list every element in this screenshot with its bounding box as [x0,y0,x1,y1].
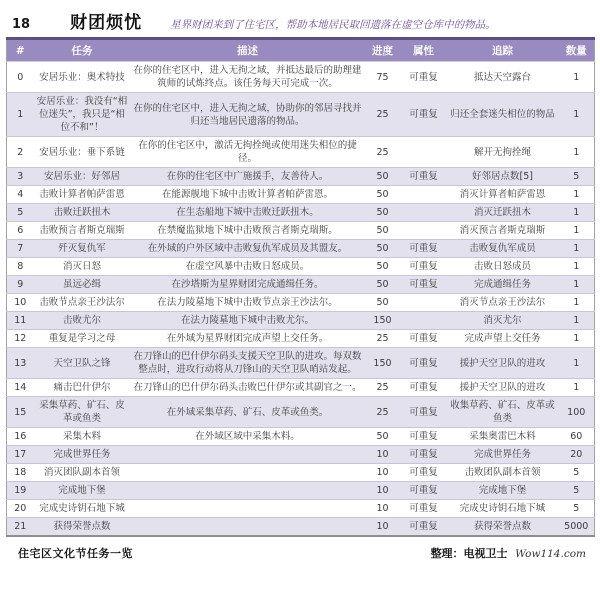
page-subtitle: 星界财团来到了住宅区，帮助本地居民取回遗落在虚空仓库中的物品。 [170,19,496,31]
cell-description: 在生态船地下城中击败迁跃扭木。 [131,204,365,222]
cell-attribute: 可重复 [401,348,447,379]
cell-task: 击败预言者斯克瑞斯 [34,222,131,240]
cell-index: 10 [7,294,34,312]
table-row [7,137,595,168]
cell-attribute: 可重复 [401,397,447,428]
col-header-task: 任务 [34,39,131,62]
cell-count: 20 [559,446,595,464]
cell-attribute [401,222,447,240]
cell-task: 完成地下堡 [34,482,131,500]
cell-progress: 50 [365,428,401,446]
cell-task: 安居乐业：奥术特技 [34,62,131,93]
cell-description: 在你的住宅区中广施援手，友善待人。 [131,168,365,186]
page-title: 财团烦忧 [70,13,143,33]
cell-task: 击败节点亲王沙法尔 [34,294,131,312]
cell-progress: 50 [365,204,401,222]
col-header-attribute: 属性 [401,39,447,62]
quest-table-body [7,62,595,537]
col-header-index: # [7,39,34,62]
cell-track: 获得荣誉点数 [447,518,559,537]
col-header-description: 描述 [131,39,365,62]
cell-description: 在你的住宅区中，激活无拘拴绳或使用迷失相位的捷径。 [131,137,365,168]
cell-track: 抵达天空露台 [447,62,559,93]
cell-description: 在法力陵墓地下城中击败尤尔。 [131,312,365,330]
table-row [7,500,595,518]
cell-description: 在你的住宅区中，进入无拘之域，协助你的邻居寻找并归还当地居民遗落的物品。 [131,93,365,137]
cell-count: 5 [559,482,595,500]
cell-task: 消灭日怒 [34,258,131,276]
quest-table-header [7,39,595,62]
cell-count: 1 [559,330,595,348]
cell-count: 1 [559,186,595,204]
cell-count: 1 [559,93,595,137]
cell-attribute: 可重复 [401,330,447,348]
table-row [7,222,595,240]
footer-caption: 住宅区文化节任务一览 [18,547,133,560]
cell-progress: 50 [365,258,401,276]
col-header-track: 追踪 [447,39,559,62]
credit-text: 整理：电视卫士 [430,547,508,560]
cell-progress: 10 [365,482,401,500]
cell-task: 安居乐业：我没有“相位迷失”，我只是“相位不和”！ [34,93,131,137]
cell-task: 击败迁跃扭木 [34,204,131,222]
cell-count: 1 [559,379,595,397]
cell-progress: 10 [365,518,401,537]
cell-track: 消灭迁跃扭木 [447,204,559,222]
cell-track: 援护天空卫队的进攻 [447,348,559,379]
table-row [7,379,595,397]
cell-progress: 10 [365,446,401,464]
cell-count: 1 [559,137,595,168]
table-row [7,204,595,222]
quest-table [6,37,595,537]
cell-count: 1 [559,204,595,222]
cell-description: 在你的住宅区中，进入无拘之域，并抵达最后的助理建筑师的试炼终点。该任务每天可完成一次。 [131,62,365,93]
cell-task: 完成史诗钥石地下城 [34,500,131,518]
cell-attribute [401,137,447,168]
table-row [7,93,595,137]
cell-track: 完成声望上交任务 [447,330,559,348]
cell-description [131,446,365,464]
cell-count: 1 [559,258,595,276]
table-row [7,312,595,330]
cell-progress: 25 [365,397,401,428]
cell-task: 采集草药、矿石、皮革或鱼类 [34,397,131,428]
cell-attribute: 可重复 [401,518,447,537]
cell-index: 3 [7,168,34,186]
cell-attribute [401,204,447,222]
cell-task: 获得荣誉点数 [34,518,131,537]
cell-progress: 50 [365,186,401,204]
cell-description [131,500,365,518]
cell-index: 7 [7,240,34,258]
cell-index: 12 [7,330,34,348]
cell-count: 5000 [559,518,595,537]
cell-count: 1 [559,312,595,330]
table-row [7,348,595,379]
cell-track: 采集奥雷巴木料 [447,428,559,446]
cell-track: 援护天空卫队的进攻 [447,379,559,397]
cell-attribute: 可重复 [401,62,447,93]
cell-track: 完成史诗钥石地下城 [447,500,559,518]
cell-description: 在外域区域中采集木料。 [131,428,365,446]
cell-progress: 50 [365,294,401,312]
titlebar [0,0,600,37]
cell-track: 消灭计算者帕萨雷恩 [447,186,559,204]
cell-index: 4 [7,186,34,204]
cell-attribute [401,312,447,330]
table-row [7,518,595,537]
cell-task: 安居乐业：好邻居 [34,168,131,186]
cell-description: 在能源舰地下城中击败计算者帕萨雷恩。 [131,186,365,204]
cell-task: 完成世界任务 [34,446,131,464]
cell-description: 在刀锋山的巴什伊尔码头支援天空卫队的进攻。每双数整点时，进攻行动将从刀锋山的天空卫队哨站发起。 [131,348,365,379]
cell-attribute: 可重复 [401,428,447,446]
cell-track: 击败复仇军成员 [447,240,559,258]
cell-description: 在外域采集草药、矿石、皮革或鱼类。 [131,397,365,428]
cell-track: 完成通缉任务 [447,276,559,294]
cell-task: 击败尤尔 [34,312,131,330]
cell-count: 1 [559,240,595,258]
cell-index: 17 [7,446,34,464]
cell-task: 安居乐业：垂下系链 [34,137,131,168]
cell-description: 在法力陵墓地下城中击败节点亲王沙法尔。 [131,294,365,312]
cell-task: 采集木料 [34,428,131,446]
cell-task: 痛击巴什伊尔 [34,379,131,397]
cell-description: 在禁魔监狱地下城中击败预言者斯克瑞斯。 [131,222,365,240]
table-row [7,330,595,348]
header-row [7,39,595,62]
cell-task: 天空卫队之锋 [34,348,131,379]
table-row [7,240,595,258]
cell-description [131,464,365,482]
col-header-count: 数量 [559,39,595,62]
table-row [7,168,595,186]
cell-attribute [401,294,447,312]
cell-track: 完成地下堡 [447,482,559,500]
cell-progress: 150 [365,348,401,379]
cell-count: 5 [559,500,595,518]
cell-attribute: 可重复 [401,464,447,482]
table-row [7,62,595,93]
cell-attribute: 可重复 [401,93,447,137]
cell-index: 18 [7,464,34,482]
cell-attribute: 可重复 [401,168,447,186]
cell-index: 19 [7,482,34,500]
table-row [7,294,595,312]
cell-track: 解开无拘拴绳 [447,137,559,168]
cell-attribute [401,186,447,204]
table-row [7,276,595,294]
footer [0,537,600,561]
cell-progress: 10 [365,500,401,518]
table-row [7,464,595,482]
cell-index: 20 [7,500,34,518]
cell-task: 消灭团队副本首领 [34,464,131,482]
cell-count: 5 [559,168,595,186]
table-row [7,428,595,446]
cell-track: 消灭尤尔 [447,312,559,330]
cell-index: 1 [7,93,34,137]
cell-count: 1 [559,276,595,294]
table-row [7,397,595,428]
cell-progress: 25 [365,379,401,397]
cell-progress: 10 [365,464,401,482]
cell-index: 0 [7,62,34,93]
cell-track: 击败团队副本首领 [447,464,559,482]
cell-progress: 50 [365,276,401,294]
cell-count: 5 [559,464,595,482]
cell-progress: 25 [365,330,401,348]
cell-count: 1 [559,62,595,93]
cell-attribute: 可重复 [401,240,447,258]
cell-index: 5 [7,204,34,222]
cell-count: 1 [559,222,595,240]
cell-description [131,518,365,537]
cell-index: 21 [7,518,34,537]
cell-count: 1 [559,348,595,379]
table-row [7,258,595,276]
cell-index: 13 [7,348,34,379]
cell-attribute: 可重复 [401,276,447,294]
footer-credits [431,545,586,561]
cell-task: 虽远必缉 [34,276,131,294]
cell-progress: 25 [365,93,401,137]
cell-track: 收集草药、矿石、皮革或鱼类 [447,397,559,428]
cell-index: 15 [7,397,34,428]
site-name: Wow114.com [515,548,586,560]
table-row [7,186,595,204]
cell-track: 好邻居点数[5] [447,168,559,186]
cell-index: 6 [7,222,34,240]
cell-index: 2 [7,137,34,168]
cell-index: 8 [7,258,34,276]
cell-count: 1 [559,294,595,312]
cell-index: 9 [7,276,34,294]
cell-track: 完成世界任务 [447,446,559,464]
cell-index: 11 [7,312,34,330]
cell-progress: 50 [365,240,401,258]
cell-index: 14 [7,379,34,397]
cell-attribute: 可重复 [401,500,447,518]
cell-count: 60 [559,428,595,446]
cell-attribute: 可重复 [401,379,447,397]
cell-count: 100 [559,397,595,428]
cell-track: 消灭节点亲王沙法尔 [447,294,559,312]
page-number: 18 [12,17,31,32]
cell-description: 在沙塔斯为星界财团完成通缉任务。 [131,276,365,294]
cell-task: 击败计算者帕萨雷恩 [34,186,131,204]
cell-progress: 50 [365,222,401,240]
cell-index: 16 [7,428,34,446]
col-header-progress: 进度 [365,39,401,62]
table-row [7,446,595,464]
cell-task: 歼灭复仇军 [34,240,131,258]
cell-track: 消灭预言者斯克瑞斯 [447,222,559,240]
cell-description [131,482,365,500]
table-row [7,482,595,500]
cell-description: 在虚空风暴中击败日怒成员。 [131,258,365,276]
cell-progress: 50 [365,168,401,186]
cell-description: 在外域的户外区域中击败复仇军成员及其盟友。 [131,240,365,258]
cell-track: 击败日怒成员 [447,258,559,276]
cell-track: 归还全套迷失相位的物品 [447,93,559,137]
cell-attribute: 可重复 [401,446,447,464]
cell-progress: 75 [365,62,401,93]
cell-attribute: 可重复 [401,258,447,276]
cell-progress: 25 [365,137,401,168]
cell-description: 在外域为星界财团完成声望上交任务。 [131,330,365,348]
cell-attribute: 可重复 [401,482,447,500]
cell-description: 在刀锋山的巴什伊尔码头击败巴什伊尔或其副官之一。 [131,379,365,397]
cell-progress: 150 [365,312,401,330]
cell-task: 重复是学习之母 [34,330,131,348]
